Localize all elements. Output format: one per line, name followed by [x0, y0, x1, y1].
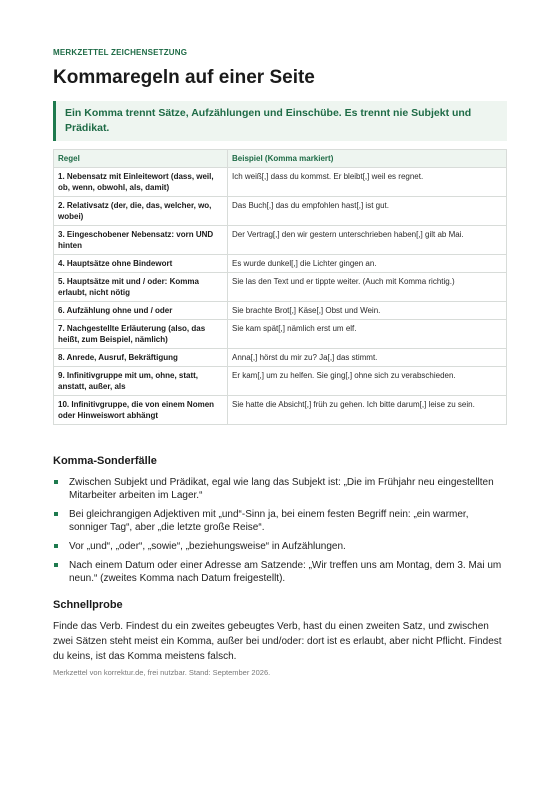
example-cell: Ich weiß[,] dass du kommst. Er bleibt[,] weil es regnet.: [228, 168, 507, 197]
bullet-icon: [54, 480, 58, 484]
rule-cell: 4. Hauptsätze ohne Bindewort: [54, 255, 228, 273]
table-row: [54, 349, 507, 367]
rule-cell: 8. Anrede, Ausruf, Bekräftigung: [54, 349, 228, 367]
example-cell: Anna[,] hörst du mir zu? Ja[,] das stimmt.: [228, 349, 507, 367]
sonderfaelle-list: [53, 476, 507, 585]
section-heading-sonderfaelle: Komma-Sonderfälle: [53, 455, 157, 467]
example-cell: Sie kam spät[,] nämlich erst um elf.: [228, 320, 507, 349]
table-row: [54, 320, 507, 349]
page-title: Kommaregeln auf einer Seite: [53, 67, 315, 88]
list-item-text: Zwischen Subjekt und Prädikat, egal wie lang das Subjekt ist: „Die im Frühjahr neu eingestellten Mitarbeiter arbeiten im Lager.“: [69, 477, 494, 501]
list-item: [53, 476, 507, 502]
table-row: [54, 255, 507, 273]
example-cell: Er kam[,] um zu helfen. Sie ging[,] ohne sich zu verabschieden.: [228, 367, 507, 396]
example-cell: Es wurde dunkel[,] die Lichter gingen an.: [228, 255, 507, 273]
list-item: [53, 540, 507, 553]
section-heading-schnellprobe: Schnellprobe: [53, 599, 123, 611]
table-row: [54, 273, 507, 302]
document-kicker: MERKZETTEL ZEICHENSETZUNG: [53, 48, 188, 57]
list-item: [53, 508, 507, 534]
list-item-text: Nach einem Datum oder einer Adresse am Satzende: „Wir treffen uns am Montag, dem 3. Mai um neun.“ (zweites Komma nach Datum freigestellt).: [69, 560, 502, 584]
table-row: [54, 226, 507, 255]
table-row: [54, 168, 507, 197]
table-row: [54, 367, 507, 396]
bullet-icon: [54, 544, 58, 548]
example-cell: Sie las den Text und er tippte weiter. (Auch mit Komma richtig.): [228, 273, 507, 302]
list-item-text: Vor „und“, „oder“, „sowie“, „beziehungsweise“ in Aufzählungen.: [69, 541, 346, 552]
table-row: [54, 302, 507, 320]
rule-cell: 10. Infinitivgruppe, die von einem Nomen oder Hinweiswort abhängt: [54, 396, 228, 425]
rule-cell: 9. Infinitivgruppe mit um, ohne, statt, anstatt, außer, als: [54, 367, 228, 396]
column-header-rule: Regel: [54, 150, 228, 168]
rule-cell: 1. Nebensatz mit Einleitewort (dass, weil, ob, wenn, obwohl, als, damit): [54, 168, 228, 197]
bullet-icon: [54, 563, 58, 567]
example-cell: Sie brachte Brot[,] Käse[,] Obst und Wein.: [228, 302, 507, 320]
example-cell: Das Buch[,] das du empfohlen hast[,] ist gut.: [228, 197, 507, 226]
example-cell: Sie hatte die Absicht[,] früh zu gehen. Ich bitte darum[,] leise zu sein.: [228, 396, 507, 425]
rule-cell: 5. Hauptsätze mit und / oder: Komma erlaubt, nicht nötig: [54, 273, 228, 302]
summary-callout: Ein Komma trennt Sätze, Aufzählungen und Einschübe. Es trennt nie Subjekt und Prädikat.: [53, 101, 507, 141]
footer-note: Merkzettel von korrektur.de, frei nutzbar. Stand: September 2026.: [53, 668, 271, 677]
rule-cell: 7. Nachgestellte Erläuterung (also, das heißt, zum Beispiel, nämlich): [54, 320, 228, 349]
list-item: [53, 559, 507, 585]
table-header-row: [54, 150, 507, 168]
table-row: [54, 396, 507, 425]
list-item-text: Bei gleichrangigen Adjektiven mit „und“-Sinn ja, bei einem festen Begriff nein: „ein warmer, sonniger Tag“, aber „die letzte große Reise“.: [69, 509, 469, 533]
rules-table: [53, 149, 507, 425]
schnellprobe-text: Finde das Verb. Findest du ein zweites gebeugtes Verb, hast du einen zweiten Satz, und zwischen zwei Sätzen steht meist ein Komma, außer bei und/oder: dort ist es erlaubt, aber nicht Pflicht. Findest du keins, ist das Komma meistens falsch.: [53, 621, 502, 662]
rule-cell: 3. Eingeschobener Nebensatz: vorn UND hinten: [54, 226, 228, 255]
example-cell: Der Vertrag[,] den wir gestern unterschrieben haben[,] gilt ab Mai.: [228, 226, 507, 255]
column-header-example: Beispiel (Komma markiert): [228, 150, 507, 168]
bullet-icon: [54, 512, 58, 516]
table-row: [54, 197, 507, 226]
rule-cell: 6. Aufzählung ohne und / oder: [54, 302, 228, 320]
rule-cell: 2. Relativsatz (der, die, das, welcher, wo, wobei): [54, 197, 228, 226]
